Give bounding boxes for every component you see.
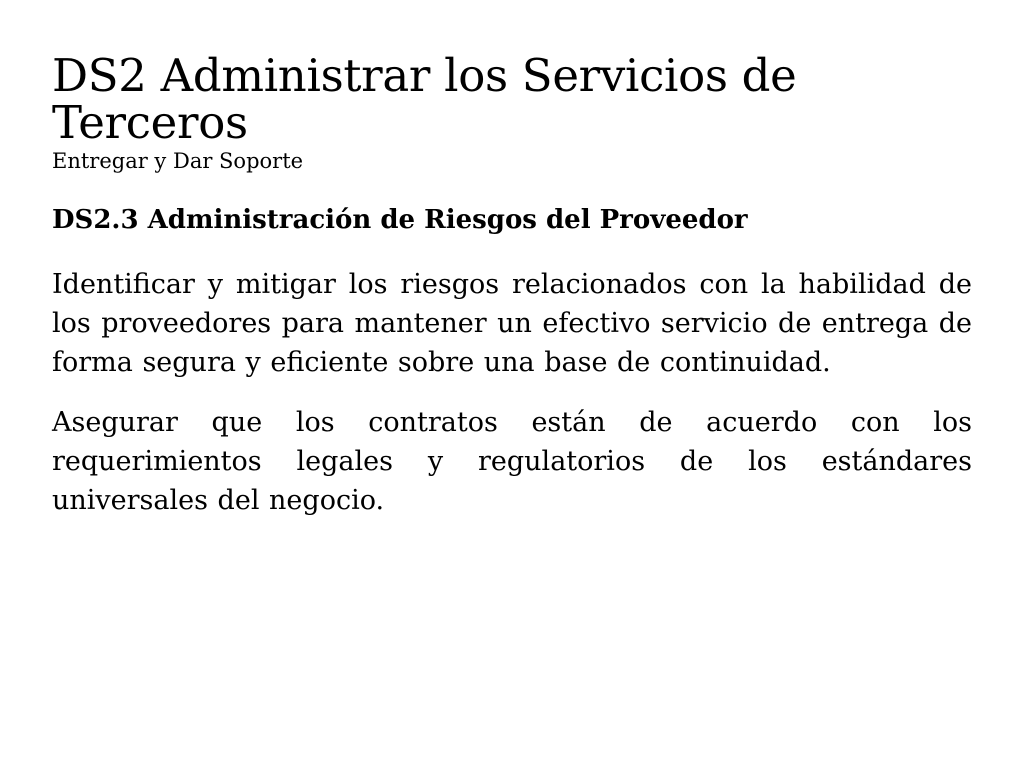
- body-paragraph-1: Identificar y mitigar los riesgos relacionados con la habilidad de los proveedores para mantener un efectivo servicio de entrega de forma segura y eficiente sobre una base de continuidad.: [52, 269, 972, 379]
- body-paragraph-2: Asegurar que los contratos están de acuerdo con los requerimientos legales y regulatorios de los estándares universales del negocio.: [52, 407, 972, 517]
- section-heading: DS2.3 Administración de Riesgos del Proveedor: [52, 204, 748, 235]
- slide-title: DS2 Administrar los Servicios de Terceros: [52, 49, 797, 150]
- slide-subtitle: Entregar y Dar Soporte: [52, 148, 304, 173]
